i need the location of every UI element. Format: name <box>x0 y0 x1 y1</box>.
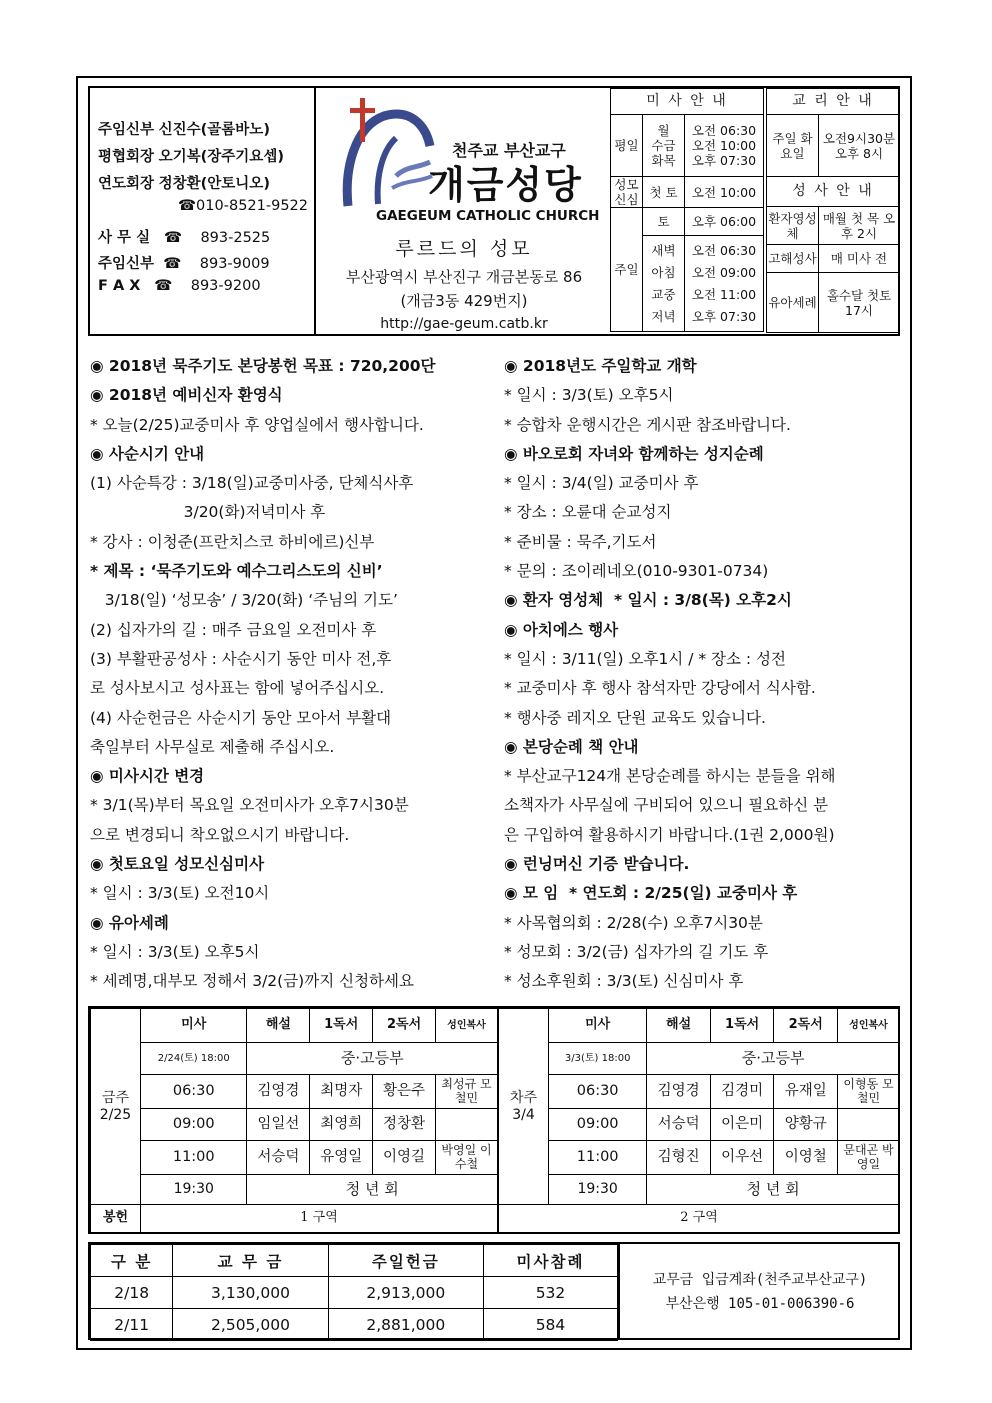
finance-col-header: 주일헌금 <box>328 1245 483 1277</box>
council-name: 오기복(장주기요셉) <box>158 149 284 165</box>
finance-cell: 532 <box>483 1277 617 1309</box>
finance-col-header: 미사참례 <box>483 1245 617 1277</box>
notice-line: * 행사중 레지오 단원 교육도 있습니다. <box>504 708 766 727</box>
roster-cell: 최영희 <box>310 1109 373 1141</box>
infant-baptism-time: 홀수달 첫토 17시 <box>819 273 900 333</box>
notice-line: ◉ 본당순례 책 안내 <box>504 737 639 756</box>
bank-account <box>618 1244 900 1338</box>
church-url[interactable]: http://gae-geum.catb.kr <box>380 316 548 332</box>
finance-col-header: 교 무 금 <box>173 1245 328 1277</box>
roster-col-header: 2독서 <box>373 1009 436 1043</box>
church-emblem-icon <box>326 96 436 216</box>
notice-line: * 성모회 : 3/2(금) 십자가의 길 기도 후 <box>504 942 769 961</box>
fax-line <box>98 278 261 294</box>
roster-row <box>499 1141 900 1175</box>
notice-line: 소책자가 사무실에 구비되어 있으니 필요하신 분 <box>504 796 829 815</box>
sick-communion-label: 환자영성체 <box>767 207 819 245</box>
office-label: 사 무 실 <box>98 230 151 246</box>
evening-mass-time: 19:30 <box>549 1175 647 1205</box>
roster-cell: 김영경 <box>247 1075 310 1109</box>
roster-row <box>91 1109 498 1141</box>
roster-row <box>499 1043 900 1075</box>
church-address-old: (개금3동 429번지) <box>400 292 528 310</box>
sun-name: 교중 <box>651 286 676 302</box>
evening-mass-group: 청 년 회 <box>647 1175 900 1205</box>
catechism-times: 오전9시30분 오후 8시 <box>819 115 900 177</box>
rectory-phone: 893-9009 <box>199 256 270 272</box>
roster-this-week <box>90 1008 498 1233</box>
notice-line: * 강사 : 이청준(프란치스코 하비에르)신부 <box>90 532 375 551</box>
roster-cell: 06:30 <box>141 1075 247 1109</box>
confession-label: 고해성사 <box>767 245 819 273</box>
roster-col-header: 1독서 <box>710 1009 774 1043</box>
notice-line: * 일시 : 3/11(일) 오후1시 / * 장소 : 성전 <box>504 649 787 668</box>
roster-cell: 09:00 <box>141 1109 247 1141</box>
notice-line: * 문의 : 조이레네오(010-9301-0734) <box>504 562 769 581</box>
catechism-days: 주일 화요일 <box>767 115 819 177</box>
roster-cell: 이영길 <box>373 1141 436 1175</box>
church-motto: 루르드의 성모 <box>395 238 533 260</box>
roster-cell: 이영철 <box>774 1141 838 1175</box>
week-label: 금주 2/25 <box>91 1009 141 1205</box>
roster-cell <box>838 1109 900 1141</box>
finance-header <box>91 1245 618 1277</box>
notice-line: * 준비물 : 묵주,기도서 <box>504 532 657 551</box>
header <box>88 86 900 336</box>
council-label: 평협회장 <box>98 149 155 165</box>
roster-cell: 유재일 <box>774 1075 838 1109</box>
finance-cell: 2,913,000 <box>328 1277 483 1309</box>
finance-panel <box>88 1242 900 1340</box>
church-logo <box>316 88 612 334</box>
roster-col-header: 1독서 <box>310 1009 373 1043</box>
pastor-name: 신진수(골롬바노) <box>158 122 270 138</box>
sat-mass-time: 2/24(토) 18:00 <box>141 1043 247 1075</box>
roster-row <box>499 1175 900 1205</box>
roster-col-header: 해설 <box>247 1009 310 1043</box>
sat-mass-time: 3/3(토) 18:00 <box>549 1043 647 1075</box>
elder-line <box>98 172 270 193</box>
notice-line: * 성소후원회 : 3/3(토) 신심미사 후 <box>504 972 744 991</box>
contacts-panel <box>90 88 316 334</box>
bank-line-2: 부산은행 105-01-006390-6 <box>665 1296 855 1312</box>
service-row <box>91 1205 498 1233</box>
sun-name: 새벽 <box>651 242 676 258</box>
notice-line: * 장소 : 오륜대 순교성지 <box>504 503 672 522</box>
first-sat-label: 성모신심 <box>611 177 643 208</box>
roster-cell: 정창환 <box>373 1109 436 1141</box>
evening-mass-group: 청 년 회 <box>247 1175 498 1205</box>
roster-col-header: 성인복사 <box>838 1009 900 1043</box>
notice-line: ◉ 모 임 * 연도회 : 2/25(일) 교중미사 후 <box>504 884 798 903</box>
sun-name: 아침 <box>651 264 676 280</box>
rectory-label: 주임신부 <box>98 256 155 272</box>
weekday-days <box>643 115 685 177</box>
mass-title: 미 사 안 내 <box>611 89 764 115</box>
roster-col-header: 성인복사 <box>436 1009 498 1043</box>
notice-line: * 제목 : ‘묵주기도와 예수그리스도의 신비’ <box>90 562 383 581</box>
sun-name: 저녁 <box>651 308 676 324</box>
notice-line: * 부산교구124개 본당순례를 하시는 분들을 위해 <box>504 767 836 786</box>
roster-cell: 황은주 <box>373 1075 436 1109</box>
notices-left <box>90 352 500 997</box>
diocese-name: 천주교 부산교구 <box>452 141 566 160</box>
sat-mass-group: 중·고등부 <box>247 1043 498 1075</box>
sun-time: 오전 11:00 <box>691 286 757 302</box>
roster-cell: 11:00 <box>141 1141 247 1175</box>
confession-time: 매 미사 전 <box>819 245 900 273</box>
roster-row <box>499 1075 900 1109</box>
roster-row <box>499 1109 900 1141</box>
roster-cell <box>436 1109 498 1141</box>
roster-next-week <box>498 1008 900 1233</box>
notice-line: * 교중미사 후 행사 참석자만 강당에서 식사함. <box>504 679 816 698</box>
roster-cell: 문대곤 박영일 <box>838 1141 900 1175</box>
church-address: 부산광역시 부산진구 개금본동로 86 <box>345 268 583 286</box>
notice-line: (3) 부활판공성사 : 사순시기 동안 미사 전,후 <box>90 649 392 668</box>
liturgy-roster <box>88 1006 900 1234</box>
church-name: 개금성당 <box>428 163 583 207</box>
service-group: 2 구역 <box>499 1205 900 1233</box>
roster-col-header: 미사 <box>141 1009 247 1043</box>
service-label: 봉헌 <box>91 1205 141 1233</box>
catechism-title: 교 리 안 내 <box>767 89 900 115</box>
finance-table <box>90 1244 618 1341</box>
notice-line: ◉ 2018년도 주일학교 개학 <box>504 357 697 375</box>
church-name-english: GAEGEUM CATHOLIC CHURCH <box>376 208 600 224</box>
notice-line: ◉ 런닝머신 기증 받습니다. <box>504 855 690 874</box>
roster-cell: 09:00 <box>549 1109 647 1141</box>
phone-icon: ☎ <box>163 256 182 272</box>
mass-schedule <box>610 88 764 332</box>
phone-icon: ☎ <box>154 278 173 294</box>
pastor-line <box>98 118 270 139</box>
notice-line: * 일시 : 3/4(일) 교중미사 후 <box>504 474 699 493</box>
roster-cell: 이은미 <box>710 1109 774 1141</box>
service-group: 1 구역 <box>141 1205 498 1233</box>
sunday-label: 주일 <box>611 208 643 332</box>
notice-line: ◉ 사순시기 안내 <box>90 444 205 463</box>
elder-label: 연도회장 <box>98 176 155 192</box>
roster-cell: 서승덕 <box>647 1109 711 1141</box>
roster-cell: 김경미 <box>710 1075 774 1109</box>
sun-time: 오후 07:30 <box>691 308 757 324</box>
first-sat-day: 첫 토 <box>643 177 685 208</box>
roster-cell: 박영일 이수철 <box>436 1141 498 1175</box>
roster-cell: 최성규 모철민 <box>436 1075 498 1109</box>
day-mon: 월 <box>657 123 670 138</box>
elder-name: 정창환(안토니오) <box>158 176 270 192</box>
fax-number: 893-9200 <box>190 278 261 294</box>
roster-row <box>91 1141 498 1175</box>
notice-line: ◉ 바오로회 자녀와 함께하는 성지순례 <box>504 444 764 463</box>
sat-mass-group: 중·고등부 <box>647 1043 900 1075</box>
finance-cell: 3,130,000 <box>173 1277 328 1309</box>
roster-row <box>91 1175 498 1205</box>
roster-cell: 김영경 <box>647 1075 711 1109</box>
council-line <box>98 145 284 166</box>
roster-header <box>499 1009 900 1043</box>
roster-cell: 양황규 <box>774 1109 838 1141</box>
notice-line: ◉ 미사시간 변경 <box>90 767 205 786</box>
finance-col-header: 구 분 <box>91 1245 173 1277</box>
roster-cell: 서승덕 <box>247 1141 310 1175</box>
notice-line: 로 성사보시고 성사표는 함에 넣어주십시오. <box>90 679 385 698</box>
roster-col-header: 해설 <box>647 1009 711 1043</box>
roster-cell: 이우선 <box>710 1141 774 1175</box>
finance-cell: 2/11 <box>91 1309 173 1341</box>
sat-time: 오후 06:00 <box>685 208 764 236</box>
time-0: 오전 06:30 <box>691 123 757 138</box>
notice-line: 축일부터 사무실로 제출해 주십시오. <box>90 737 335 756</box>
notice-line: 3/18(일) ‘성모송’ / 3/20(화) ‘주님의 기도’ <box>90 591 398 610</box>
time-1: 오전 10:00 <box>691 138 757 153</box>
catechism-schedule <box>766 88 900 333</box>
sat-label: 토 <box>643 208 685 236</box>
roster-row <box>91 1043 498 1075</box>
week-label: 차주 3/4 <box>499 1009 549 1205</box>
notice-line: ◉ 2018년 예비신자 환영식 <box>90 386 283 405</box>
fax-label: F A X <box>98 278 141 294</box>
weekday-times <box>685 115 764 177</box>
office-line <box>98 226 270 247</box>
time-2: 오후 07:30 <box>691 153 757 168</box>
roster-row <box>91 1075 498 1109</box>
sunday-names <box>643 236 685 332</box>
notice-line: (4) 사순헌금은 사순시기 동안 모아서 부활대 <box>90 708 392 727</box>
roster-cell: 임일선 <box>247 1109 310 1141</box>
rectory-line <box>98 252 270 273</box>
notice-line: * 일시 : 3/3(토) 오전10시 <box>90 884 270 903</box>
infant-baptism-label: 유아세례 <box>767 273 819 333</box>
notices-right <box>504 352 906 997</box>
service-row <box>499 1205 900 1233</box>
day-wedfri: 수금 <box>651 138 676 153</box>
finance-row <box>91 1309 618 1341</box>
roster-col-header: 미사 <box>549 1009 647 1043</box>
notice-line: 으로 변경되니 착오없으시기 바랍니다. <box>90 825 350 844</box>
finance-cell: 2,881,000 <box>328 1309 483 1341</box>
notice-line: 3/20(화)저녁미사 후 <box>90 503 326 522</box>
roster-cell: 유영일 <box>310 1141 373 1175</box>
phone-icon: ☎ <box>163 230 183 246</box>
notice-line: * 사목협의회 : 2/28(수) 오후7시30분 <box>504 913 763 932</box>
finance-row <box>91 1277 618 1309</box>
bank-line-1: 교무금 입금계좌(천주교부산교구) <box>652 1272 868 1288</box>
notice-line: * 승합차 운행시간은 게시판 참조바랍니다. <box>504 415 791 434</box>
roster-cell: 이형동 모철민 <box>838 1075 900 1109</box>
notice-line: * 일시 : 3/3(토) 오후5시 <box>504 386 674 405</box>
notice-line: ◉ 아치에스 행사 <box>504 620 619 639</box>
sacrament-title: 성 사 안 내 <box>767 177 900 207</box>
roster-col-header: 2독서 <box>774 1009 838 1043</box>
notice-line: 은 구입하여 활용하시기 바랍니다.(1권 2,000원) <box>504 825 835 844</box>
first-sat-time: 오전 10:00 <box>685 177 764 208</box>
finance-cell: 2/18 <box>91 1277 173 1309</box>
notice-line: ◉ 유아세례 <box>90 913 169 932</box>
notice-line: * 3/1(목)부터 목요일 오전미사가 오후7시30분 <box>90 796 409 815</box>
notice-line: ◉ 첫토요일 성모신심미사 <box>90 855 265 874</box>
sunday-times <box>685 236 764 332</box>
notice-line: * 일시 : 3/3(토) 오후5시 <box>90 942 260 961</box>
roster-cell: 11:00 <box>549 1141 647 1175</box>
sick-communion-time: 매월 첫 목 오후 2시 <box>819 207 900 245</box>
roster-cell: 최명자 <box>310 1075 373 1109</box>
roster-cell: 06:30 <box>549 1075 647 1109</box>
notice-line: (2) 십자가의 길 : 매주 금요일 오전미사 후 <box>90 620 377 639</box>
roster-cell: 김형진 <box>647 1141 711 1175</box>
notice-line: (1) 사순특강 : 3/18(일)교중미사중, 단체식사후 <box>90 474 414 493</box>
sun-time: 오전 09:00 <box>691 264 757 280</box>
notice-line: * 세례명,대부모 정해서 3/2(금)까지 신청하세요 <box>90 972 414 991</box>
pastor-label: 주임신부 <box>98 122 155 138</box>
day-tuethu: 화목 <box>651 153 676 168</box>
notice-line: ◉ 환자 영성체 * 일시 : 3/8(목) 오후2시 <box>504 591 792 610</box>
finance-cell: 2,505,000 <box>173 1309 328 1341</box>
elder-phone: ☎010-8521-9522 <box>178 198 309 214</box>
notice-line: * 오늘(2/25)교중미사 후 양업실에서 행사합니다. <box>90 415 424 434</box>
office-phone: 893-2525 <box>200 230 271 246</box>
roster-header <box>91 1009 498 1043</box>
notice-line: ◉ 2018년 묵주기도 본당봉헌 목표 : 720,200단 <box>90 357 436 375</box>
finance-cell: 584 <box>483 1309 617 1341</box>
sun-time: 오전 06:30 <box>691 242 757 258</box>
evening-mass-time: 19:30 <box>141 1175 247 1205</box>
weekday-label: 평일 <box>611 115 643 177</box>
